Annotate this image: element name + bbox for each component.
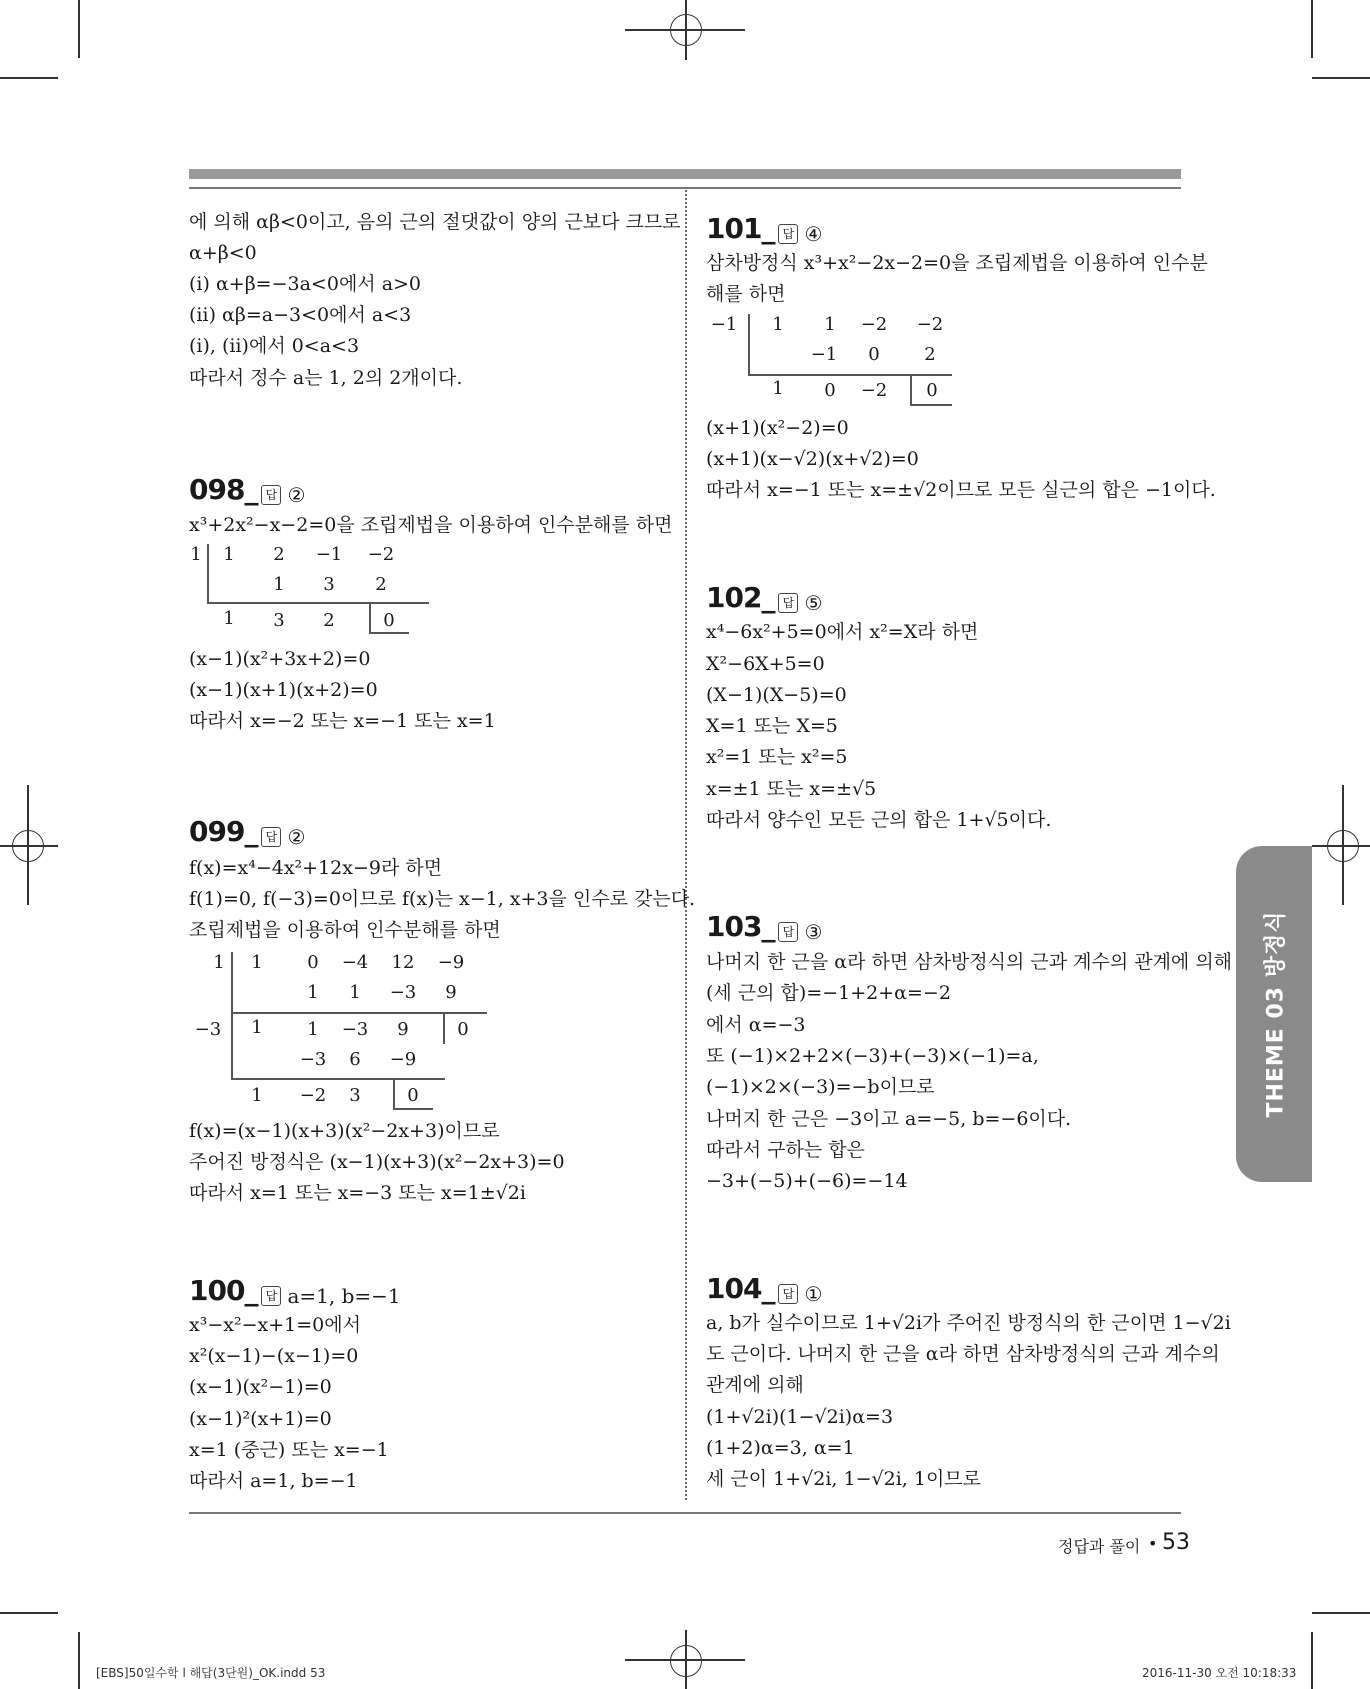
slug-timestamp: 2016-11-30 오전 10:18:33 [1142,1666,1297,1680]
coef: 2 [273,544,285,565]
answer-value: ⑤ [804,590,823,615]
remainder-box [910,404,952,406]
text-line: (x+1)(x−√2)(x+√2)=0 [706,448,919,470]
coef: 3 [349,1085,361,1106]
answer-value: ③ [804,919,823,944]
coef: −1 [810,344,838,365]
text-line: f(x)=x⁴−4x²+12x−9라 하면 [189,857,443,879]
registration-cross [625,1659,745,1661]
coef: 2 [323,610,335,631]
footer-label: 정답과 풀이 [1058,1537,1141,1556]
synthetic-division-101 [706,314,956,404]
answer-badge: 답 [778,593,798,613]
problem-102-header [706,581,822,615]
problem-100-header [189,1274,401,1308]
text-line: 세 근이 1+√2i, 1−√2i, 1이므로 [706,1468,982,1490]
text-line: 따라서 a=1, b=−1 [189,1470,358,1492]
coef: −2 [860,314,888,335]
text-line: (X−1)(X−5)=0 [706,684,847,706]
coef: −2 [299,1085,327,1106]
text-line: (ⅰ), (ⅱ)에서 0<a<3 [189,335,360,357]
text-line: 따라서 양수인 모든 근의 합은 1+√5이다. [706,809,1052,831]
remainder-box [369,632,409,634]
text-line: 주어진 방정식은 (x−1)(x+3)(x²−2x+3)=0 [189,1151,565,1173]
coef: 1 [251,1017,263,1038]
text-line: (1+√2i)(1−√2i)α=3 [706,1406,894,1428]
synthetic-division-099 [189,952,489,1112]
text-line: (1+2)α=3, α=1 [706,1437,855,1459]
remainder: 0 [926,380,938,401]
text-line: 에 의해 αβ<0이고, 음의 근의 절댓값이 양의 근보다 크므로 [189,211,681,233]
text-line: (세 근의 합)=−1+2+α=−2 [706,982,951,1004]
division-bar [231,952,233,1012]
problem-number: 098 [189,473,245,506]
sum-line [231,1012,487,1014]
text-line: x²=1 또는 x²=5 [706,746,848,768]
answer-value: ④ [804,221,823,246]
problem-number: 104 [706,1272,762,1305]
text-line: f(x)=(x−1)(x+3)(x²−2x+3)이므로 [189,1120,500,1142]
problem-number: 103 [706,910,762,943]
crop-mark [78,0,80,58]
coef: 2 [924,344,936,365]
text-line: 따라서 x=−2 또는 x=−1 또는 x=1 [189,710,496,732]
answer-badge: 답 [778,1284,798,1304]
coef: 1 [772,378,784,399]
underscore: _ [761,910,775,943]
text-line: 따라서 x=−1 또는 x=±√2이므로 모든 실근의 합은 −1이다. [706,479,1216,501]
coef: 1 [772,314,784,335]
bottom-rule [189,1512,1181,1514]
divisor: 1 [190,544,202,565]
crop-mark [1311,0,1313,58]
coef: −3 [389,982,417,1003]
text-line: 나머지 한 근을 α라 하면 삼차방정식의 근과 계수의 관계에 의해 [706,951,1233,973]
answer-badge: 답 [778,224,798,244]
underscore: _ [761,1272,775,1305]
text-line: X²−6X+5=0 [706,653,825,675]
text-line: x⁴−6x²+5=0에서 x²=X라 하면 [706,621,979,643]
coef: −9 [389,1049,417,1070]
crop-mark [1312,77,1370,79]
coef: −1 [315,544,343,565]
remainder: 0 [457,1019,469,1040]
text-line: 나머지 한 근은 −3이고 a=−5, b=−6이다. [706,1108,1072,1130]
synthetic-division-098 [189,544,429,634]
text-line: (x−1)²(x+1)=0 [189,1408,332,1430]
coef: 6 [349,1049,361,1070]
coef: 1 [307,982,319,1003]
divisor: −3 [194,1019,222,1040]
text-line: x³+2x²−x−2=0을 조립제법을 이용하여 인수분해를 하면 [189,514,673,536]
coef: −9 [437,952,465,973]
answer-value: ② [287,482,306,507]
coef: 0 [307,952,319,973]
text-line: x²(x−1)−(x−1)=0 [189,1345,359,1367]
problem-number: 101 [706,212,762,245]
answer-badge: 답 [261,827,281,847]
underscore: _ [244,1274,258,1307]
coef: 1 [349,982,361,1003]
column-divider [685,190,687,1500]
coef: −3 [341,1019,369,1040]
crop-mark [78,1632,80,1689]
coef: 12 [391,952,415,973]
coef: 9 [445,982,457,1003]
coef: 3 [323,574,335,595]
coef: −3 [299,1049,327,1070]
text-line: 관계에 의해 [706,1374,804,1396]
problem-number: 100 [189,1274,245,1307]
text-line: 도 근이다. 나머지 한 근을 α라 하면 삼차방정식의 근과 계수의 [706,1343,1220,1365]
crop-mark [0,77,58,79]
coef: 9 [397,1019,409,1040]
coef: 1 [251,952,263,973]
text-line: (ⅱ) αβ=a−3<0에서 a<3 [189,304,412,326]
registration-cross [625,29,745,31]
text-line: x³−x²−x+1=0에서 [189,1314,361,1336]
problem-101-header [706,212,822,246]
divisor: 1 [213,952,225,973]
underscore: _ [761,581,775,614]
remainder: 0 [383,610,395,631]
header-rule [189,187,1181,189]
text-line: x=±1 또는 x=±√5 [706,778,877,800]
text-line: (−1)×2×(−3)=−b이므로 [706,1076,935,1098]
coef: 1 [251,1085,263,1106]
crop-mark [0,1612,58,1614]
text-line: 해를 하면 [706,283,786,305]
underscore: _ [761,212,775,245]
division-bar [748,314,750,374]
problem-103-header [706,910,822,944]
text-line: (x−1)(x+1)(x+2)=0 [189,679,378,701]
crop-mark [1311,1632,1313,1689]
text-line: X=1 또는 X=5 [706,715,838,737]
coef: 1 [273,574,285,595]
text-line: 삼차방정식 x³+x²−2x−2=0을 조립제법을 이용하여 인수분 [706,252,1208,274]
text-line: 에서 α=−3 [706,1014,806,1036]
footer-dot: • [1148,1534,1158,1553]
answer-value: a=1, b=−1 [287,1283,401,1308]
coef: 0 [824,380,836,401]
division-bar [231,1012,233,1078]
sum-line [231,1078,445,1080]
coef: 1 [824,314,836,335]
coef: 2 [375,574,387,595]
text-line: 또 (−1)×2+2×(−3)+(−3)×(−1)=a, [706,1045,1039,1067]
answer-badge: 답 [261,485,281,505]
problem-number: 102 [706,581,762,614]
underscore: _ [244,473,258,506]
remainder-box [910,374,912,404]
coef: −2 [860,380,888,401]
text-line: α+β<0 [189,242,257,264]
underscore: _ [244,815,258,848]
text-line: −3+(−5)+(−6)=−14 [706,1170,908,1192]
remainder: 0 [407,1085,419,1106]
crop-mark [1312,1612,1370,1614]
text-line: (x+1)(x²−2)=0 [706,417,849,439]
coef: 0 [868,344,880,365]
registration-cross [1312,845,1370,847]
divisor: −1 [710,314,738,335]
page-number: 53 [1162,1530,1190,1555]
coef: −2 [367,544,395,565]
coef: 3 [273,610,285,631]
text-line: 조립제법을 이용하여 인수분해를 하면 [189,919,501,941]
text-line: (x−1)(x²+3x+2)=0 [189,648,371,670]
answer-value: ② [287,824,306,849]
sum-line [748,374,952,376]
answer-value: ① [804,1281,823,1306]
coef: −2 [916,314,944,335]
answer-badge: 답 [778,922,798,942]
text-line: 따라서 구하는 합은 [706,1139,865,1161]
header-bar [189,169,1181,179]
coef: 1 [223,608,235,629]
text-line: a, b가 실수이므로 1+√2i가 주어진 방정식의 한 근이면 1−√2i [706,1312,1231,1334]
problem-number: 099 [189,815,245,848]
registration-cross [0,845,58,847]
text-line: x=1 (중근) 또는 x=−1 [189,1439,389,1461]
text-line: (x−1)(x²−1)=0 [189,1376,332,1398]
text-line: 따라서 x=1 또는 x=−3 또는 x=1±√2i [189,1182,526,1204]
coef: 1 [223,544,235,565]
problem-098-header [189,473,305,507]
coef: 1 [307,1019,319,1040]
text-line: 따라서 정수 a는 1, 2의 2개이다. [189,367,463,389]
text-line: (ⅰ) α+β=−3a<0에서 a>0 [189,273,422,295]
problem-099-header [189,815,305,849]
remainder-box [393,1108,433,1110]
coef: −4 [341,952,369,973]
problem-104-header [706,1272,822,1306]
slug-file: [EBS]50일수학 l 해답(3단원)_OK.indd 53 [96,1666,326,1680]
sum-line [207,602,429,604]
text-line: f(1)=0, f(−3)=0이므로 f(x)는 x−1, x+3을 인수로 갖는다. [189,888,696,910]
theme-side-tab-label: THEME 03 방정식 [1263,910,1289,1118]
answer-badge: 답 [261,1286,281,1306]
